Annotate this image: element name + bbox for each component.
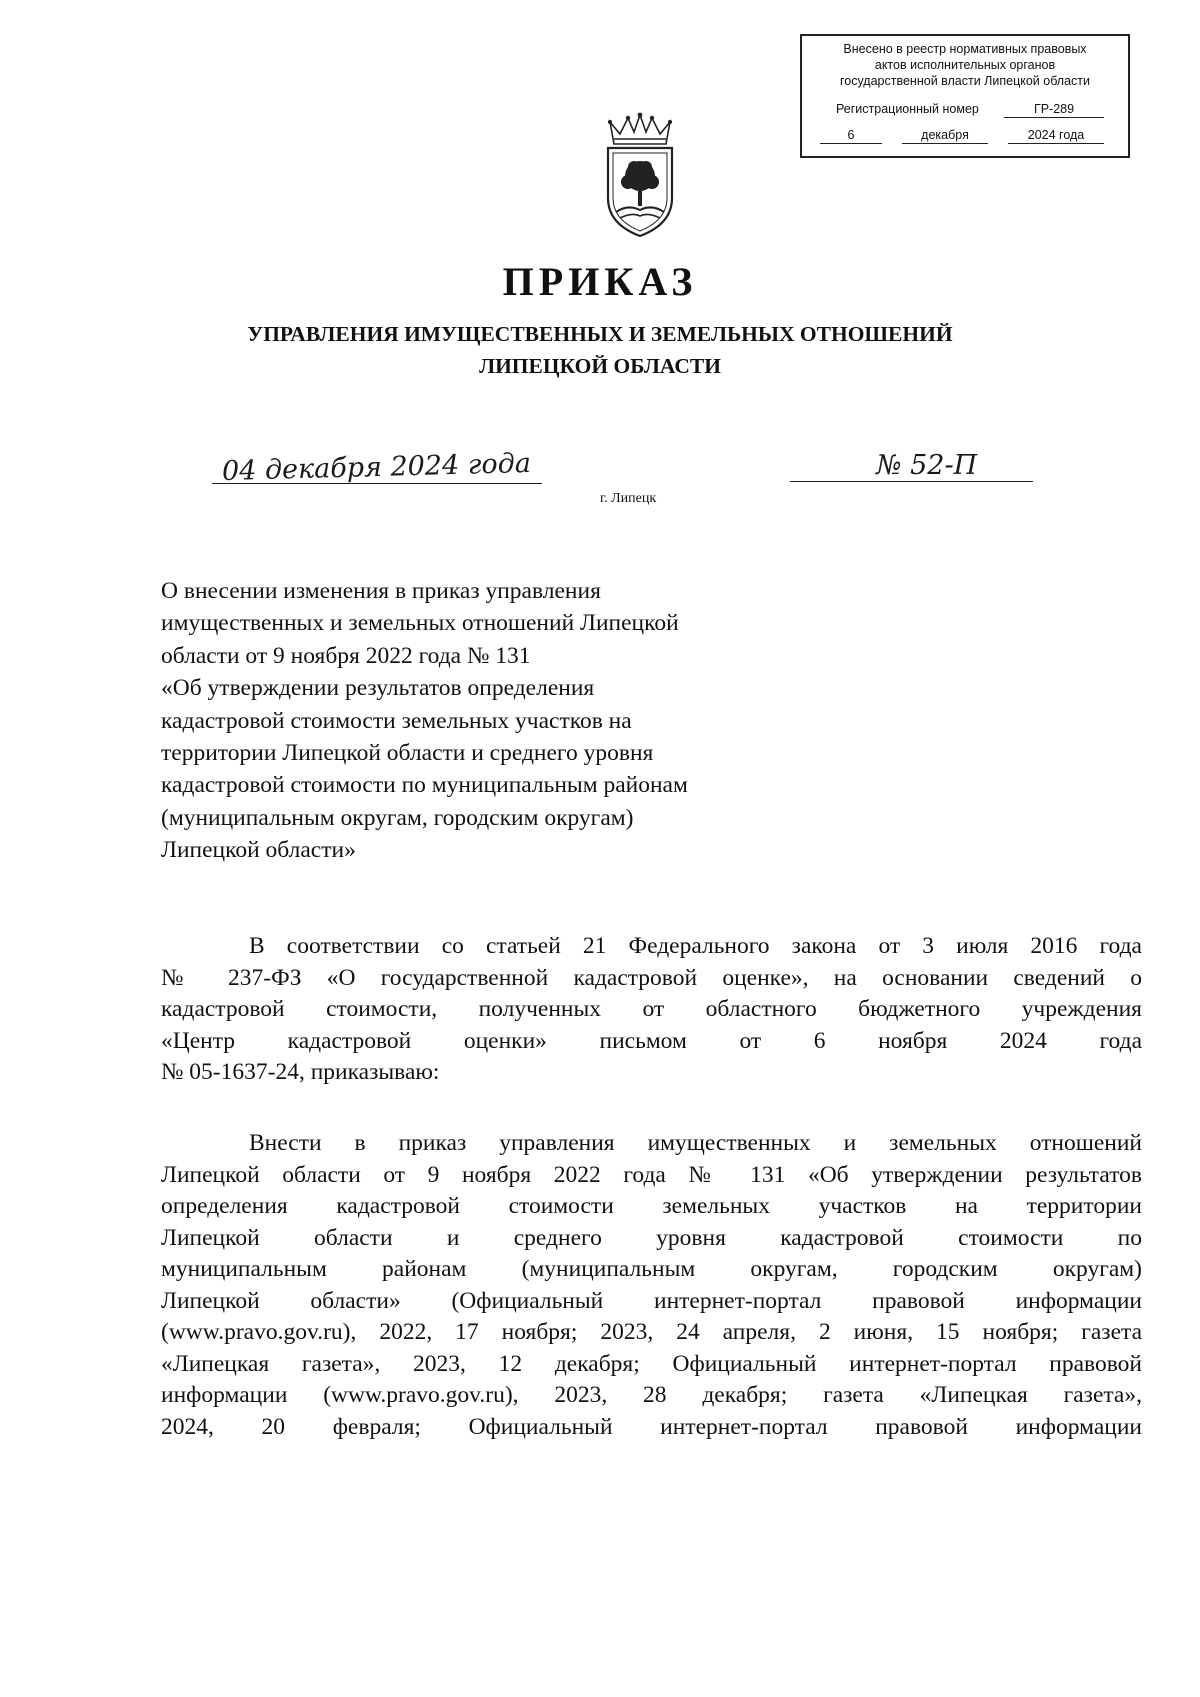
subject-line: области от 9 ноября 2022 года № 131 [161, 642, 531, 669]
stamp-date-month: декабря [902, 127, 988, 144]
department-name-line-2: ЛИПЕЦКОЙ ОБЛАСТИ [479, 354, 721, 378]
body-line: 2024, 20 февраля; Официальный интернет-портал правовой информации [161, 1413, 1142, 1440]
body-line: «Центр кадастровой оценки» письмом от 6 ноября 2024 года [161, 1027, 1142, 1054]
body-line: «Липецкая газета», 2023, 12 декабря; Официальный интернет-портал правовой [161, 1350, 1142, 1377]
body-line: В соответствии со статьей 21 Федерального закона от 3 июля 2016 года [249, 933, 1142, 959]
subject-line: кадастровой стоимости земельных участков на [161, 707, 632, 734]
coat-of-arms-lipetsk-icon [598, 112, 682, 240]
stamp-line-3: государственной власти Липецкой области [839, 74, 1091, 88]
city-name: г. Липецк [600, 491, 657, 506]
body-line: Липецкой области и среднего уровня кадастровой стоимости по [161, 1224, 1142, 1251]
date-underline [212, 483, 542, 484]
body-line: кадастровой стоимости, полученных от областного бюджетного учреждения [161, 996, 1142, 1022]
body-line: № 237-ФЗ «О государственной кадастровой оценке», на основании сведений о [161, 964, 1142, 991]
subject-line: кадастровой стоимости по муниципальным районам [161, 772, 688, 799]
body-paragraph-2 [161, 1128, 1142, 1443]
number-underline [790, 481, 1033, 482]
subject-line: О внесении изменения в приказ управления [161, 578, 601, 604]
department-name-line-1: УПРАВЛЕНИЯ ИМУЩЕСТВЕННЫХ И ЗЕМЕЛЬНЫХ ОТНОШЕНИЙ [247, 322, 953, 346]
body-line: Липецкой области» (Официальный интернет-портал правовой информации [161, 1287, 1142, 1314]
subject-line: Липецкой области» [161, 837, 356, 864]
body-line: Внести в приказ управления имущественных и земельных отношений [249, 1130, 1142, 1156]
handwritten-order-number: № 52-П [876, 450, 978, 481]
document-title: ПРИКАЗ [502, 259, 698, 304]
stamp-line-1: Внесено в реестр нормативных правовых [843, 42, 1087, 56]
body-line: муниципальным районам (муниципальным округам, городским округам) [161, 1256, 1142, 1282]
body-line: информации (www.pravo.gov.ru), 2023, 28 декабря; газета «Липецкая газета», [161, 1382, 1142, 1408]
subject-line: имущественных и земельных отношений Липецкой [161, 610, 679, 637]
document-subject [161, 575, 821, 867]
stamp-registration-number: ГР-289 [1004, 101, 1104, 118]
stamp-date-year: 2024 года [1008, 127, 1104, 144]
subject-line: «Об утверждении результатов определения [161, 675, 595, 702]
stamp-date-day: 6 [820, 127, 882, 144]
stamp-date-row [802, 127, 1128, 143]
body-line: Липецкой области от 9 ноября 2022 года № 131 «Об утверждении результатов [161, 1161, 1142, 1188]
subject-line: (муниципальным округам, городским округам) [161, 804, 634, 831]
body-line: № 05-1637-24, приказываю: [161, 1059, 440, 1085]
subject-line: территории Липецкой области и среднего уровня [161, 740, 654, 767]
body-line: (www.pravo.gov.ru), 2022, 17 ноября; 2023, 24 апреля, 2 июня, 15 ноября; газета [161, 1319, 1142, 1345]
body-line: определения кадастровой стоимости земельных участков на территории [161, 1193, 1142, 1219]
handwritten-date: 04 декабря 2024 года [221, 447, 532, 488]
registry-stamp [800, 34, 1130, 158]
stamp-registration-row [802, 101, 1128, 117]
stamp-line-2: актов исполнительных органов [874, 58, 1056, 72]
stamp-registration-label: Регистрационный номер [836, 102, 979, 116]
body-paragraph-1 [161, 931, 1142, 1089]
